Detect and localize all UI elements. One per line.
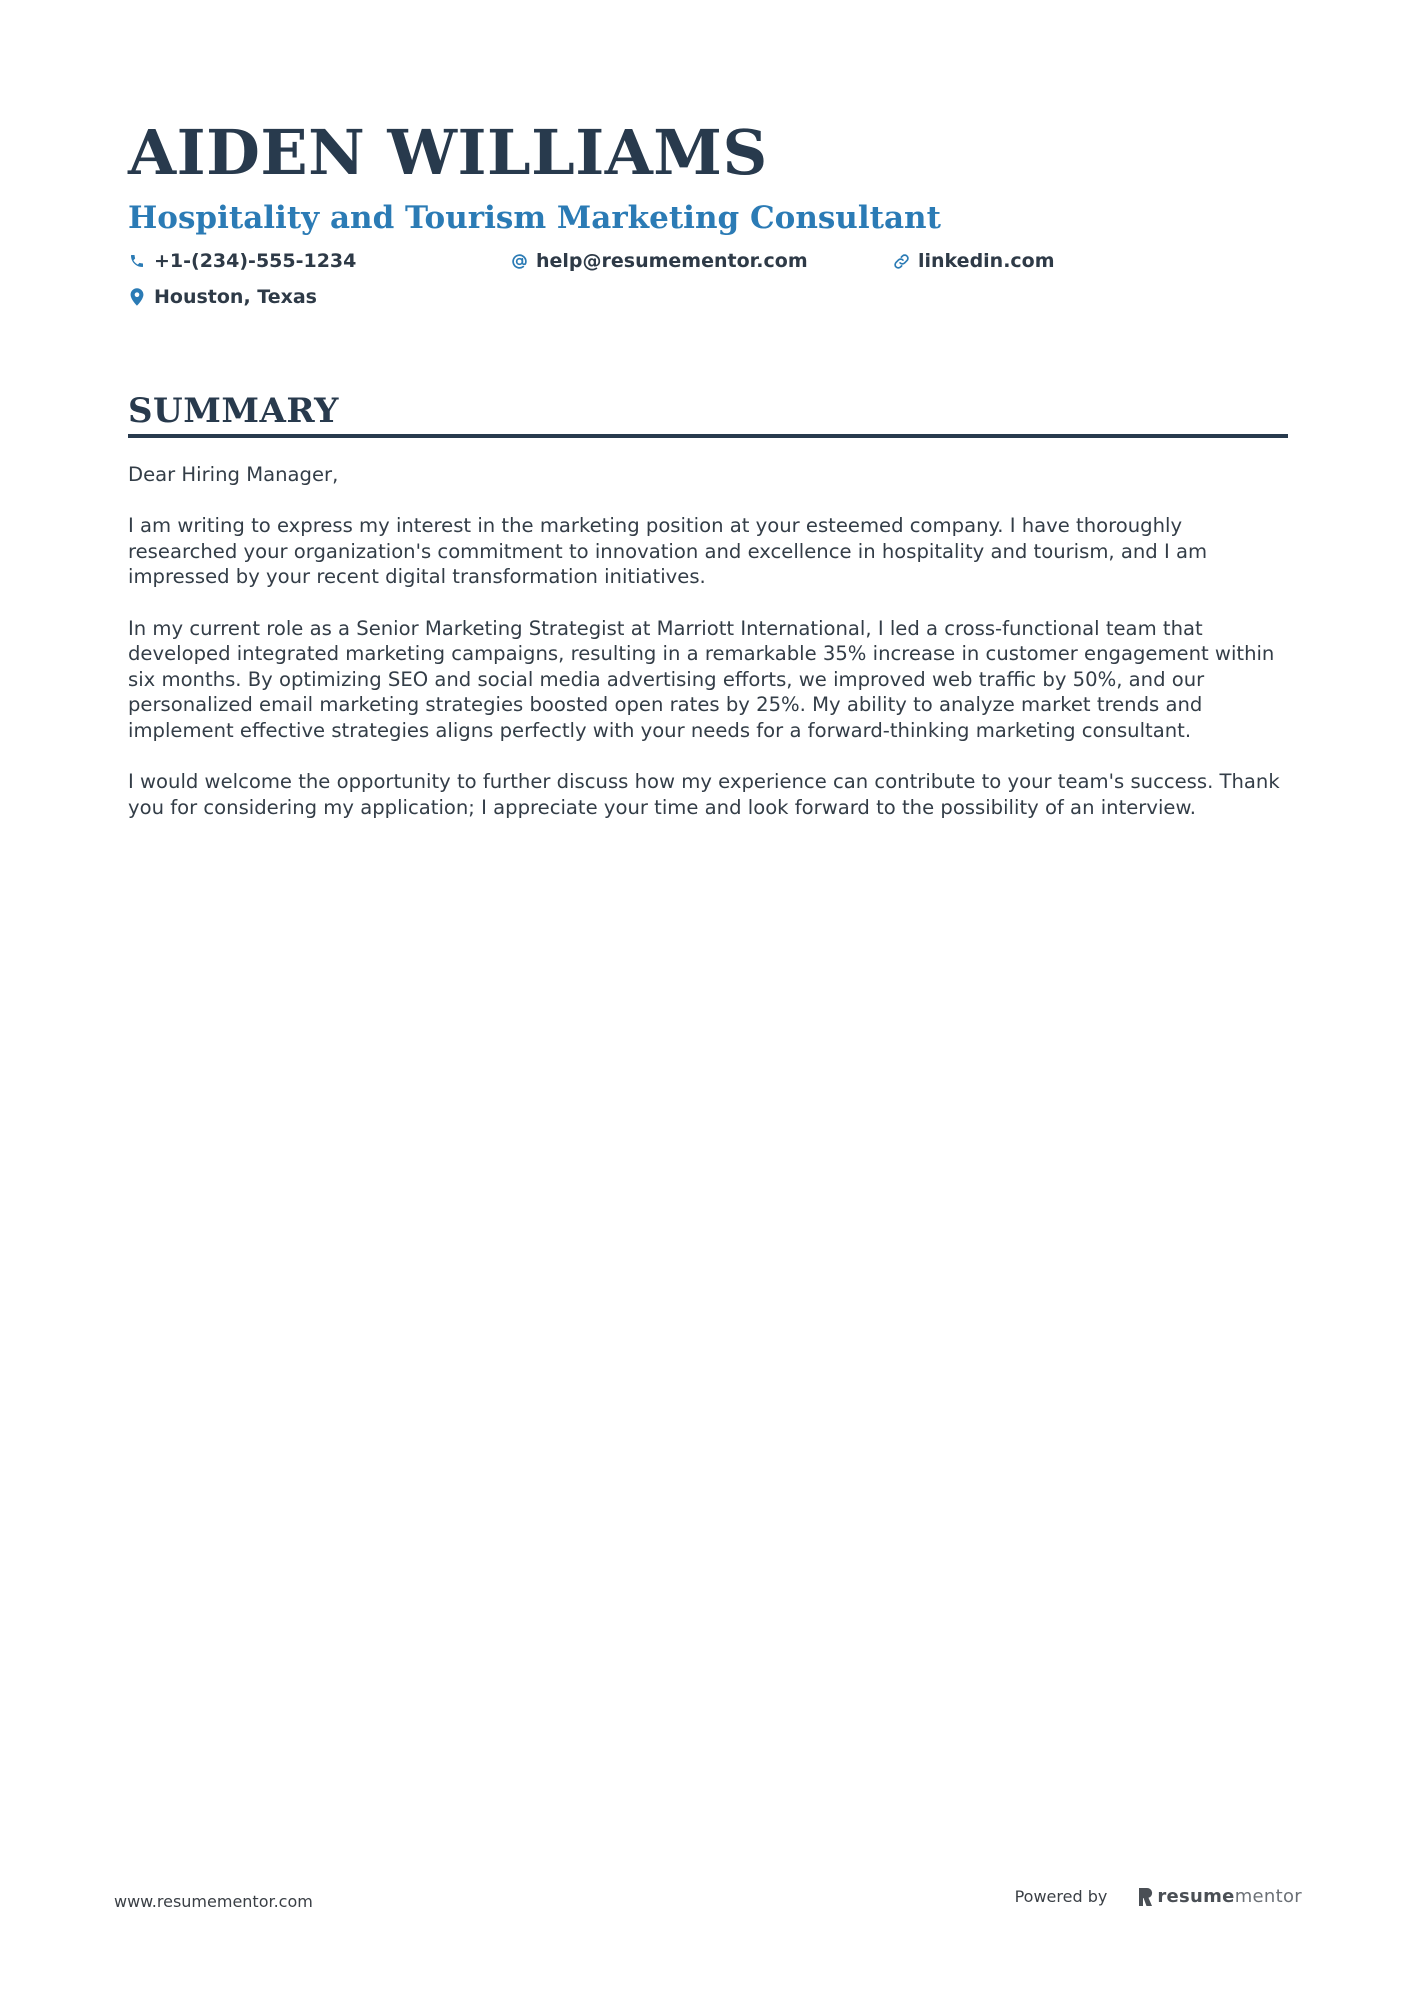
link-icon: [892, 252, 910, 270]
letter-greeting: Dear Hiring Manager,: [128, 463, 339, 486]
contact-location: [128, 284, 317, 310]
at-sign-icon: [510, 252, 528, 270]
letter-paragraph: I am writing to express my interest in the marketing position at your esteemed company. I have thoroughly researched your organization's commitment to innovation and excellence in hospitality and tourism, and I am impressed by your recent digital transformation initiatives.: [128, 514, 1208, 589]
resumementor-logo-icon: [1137, 1887, 1153, 1907]
contact-location-text: Houston, Texas: [154, 286, 317, 308]
contact-email-text[interactable]: help@resumementor.com: [536, 250, 808, 272]
location-pin-icon: [128, 288, 146, 306]
resume-header: [128, 118, 1288, 322]
summary-section: [128, 390, 1288, 846]
candidate-role: Hospitality and Tourism Marketing Consultant: [128, 200, 941, 236]
contact-email[interactable]: [510, 248, 808, 274]
brand-name-bold: resume: [1157, 1886, 1235, 1907]
summary-title: SUMMARY: [128, 391, 339, 431]
footer-website[interactable]: www.resumementor.com: [114, 1892, 313, 1911]
section-divider: [128, 434, 1288, 438]
powered-by-label: Powered by: [1014, 1887, 1108, 1906]
cover-letter-body: [128, 462, 1288, 820]
phone-icon: [128, 252, 146, 270]
contact-phone: [128, 248, 356, 274]
brand-name-light: mentor: [1234, 1886, 1302, 1907]
footer-branding: [1015, 1886, 1302, 1907]
letter-paragraph: I would welcome the opportunity to further discuss how my experience can contribute to your team's success. Thank you for considering my application; I appreciate your time and look forward to the possibility of an interview.: [128, 770, 1280, 819]
contact-linkedin[interactable]: [892, 248, 1055, 274]
contact-info: [128, 248, 1288, 322]
candidate-name: AIDEN WILLIAMS: [128, 116, 768, 189]
contact-phone-text: +1-(234)-555-1234: [154, 250, 357, 272]
contact-linkedin-text[interactable]: linkedin.com: [918, 250, 1055, 272]
brand-name[interactable]: [1157, 1886, 1302, 1907]
letter-paragraph: In my current role as a Senior Marketing Strategist at Marriott International, I led a cross-functional team that developed integrated marketing campaigns, resulting in a remarkable 35% increase in customer engagement within six months. By optimizing SEO and social media advertising efforts, we improved web traffic by 50%, and our personalized email marketing strategies boosted open rates by 25%. My ability to analyze market trends and implement effective strategies aligns perfectly with your needs for a forward-thinking marketing consultant.: [128, 616, 1275, 742]
